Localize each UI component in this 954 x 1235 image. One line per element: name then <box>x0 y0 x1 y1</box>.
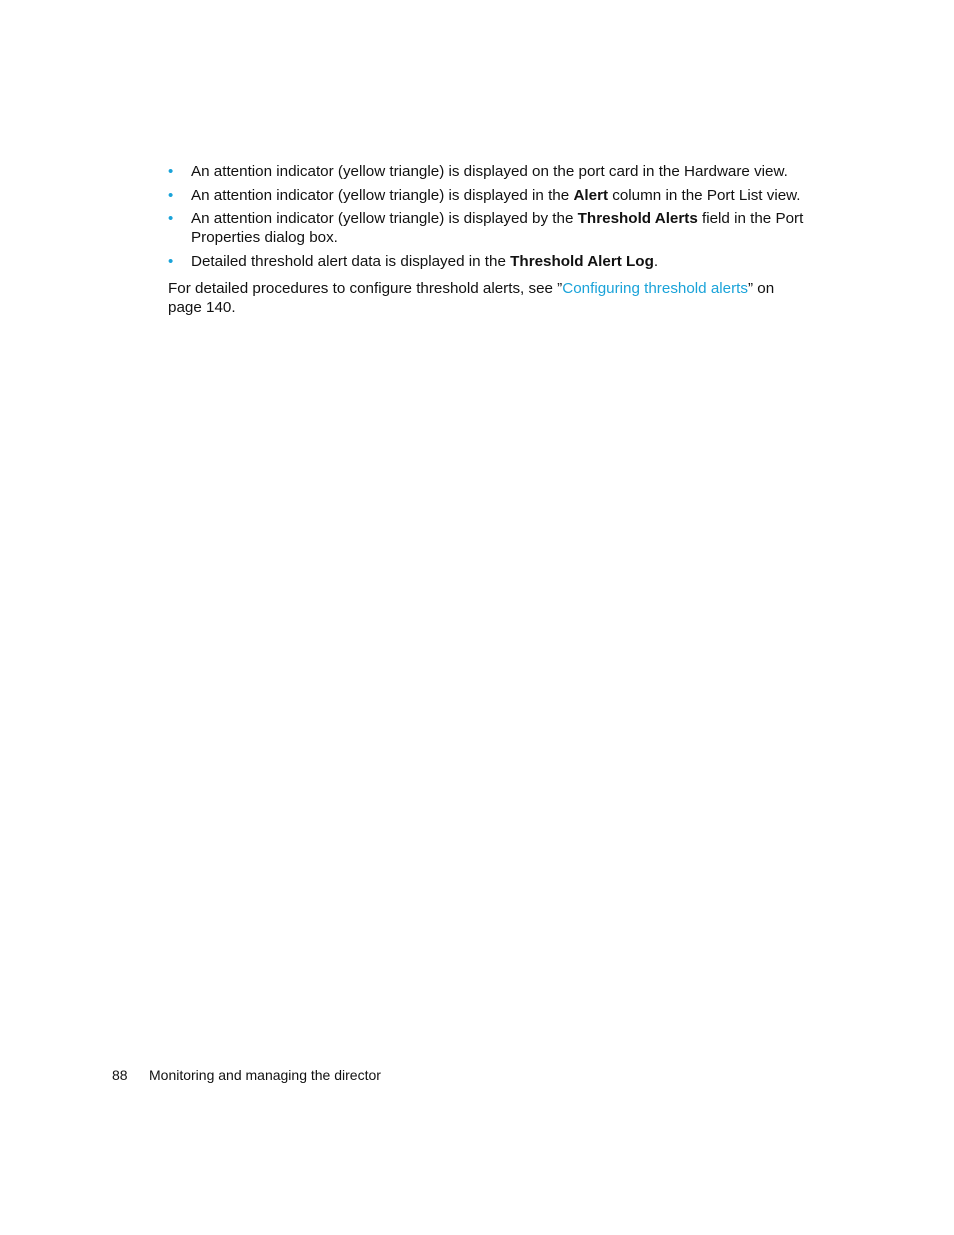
page-number: 88 <box>112 1067 128 1083</box>
list-item <box>168 252 808 271</box>
list-item <box>168 186 808 205</box>
page-footer <box>112 1066 381 1084</box>
bullet-list <box>168 162 808 275</box>
list-item-text: An attention indicator (yellow triangle) is displayed in the <box>191 186 574 204</box>
list-item-text: An attention indicator (yellow triangle) is displayed by the <box>191 210 578 227</box>
list-item-text: column in the Port List view. <box>608 186 801 204</box>
bullet-icon: • <box>168 186 174 204</box>
paragraph-text: For detailed procedures to configure threshold alerts, see ” <box>168 280 563 297</box>
bullet-icon: • <box>168 252 174 270</box>
bold-term: Threshold Alerts <box>577 210 698 227</box>
list-item <box>168 162 808 181</box>
bullet-icon: • <box>168 163 174 180</box>
list-item-text: field in the Port Properties dialog box. <box>191 210 804 246</box>
paragraph-text: ” on page 140. <box>168 280 775 316</box>
list-item-text: Detailed threshold alert data is displayed in the <box>191 252 511 270</box>
configuring-threshold-alerts-link[interactable]: Configuring threshold alerts <box>562 280 748 297</box>
list-item <box>168 209 808 247</box>
list-item-text: . <box>653 252 659 270</box>
section-title: Monitoring and managing the director <box>149 1067 381 1083</box>
bold-term: Alert <box>573 186 609 204</box>
bullet-icon: • <box>168 210 174 227</box>
list-item-text: An attention indicator (yellow triangle) is displayed on the port card in the Hardware view. <box>191 163 788 180</box>
bold-term: Threshold Alert Log <box>510 252 654 270</box>
body-paragraph <box>168 279 788 317</box>
